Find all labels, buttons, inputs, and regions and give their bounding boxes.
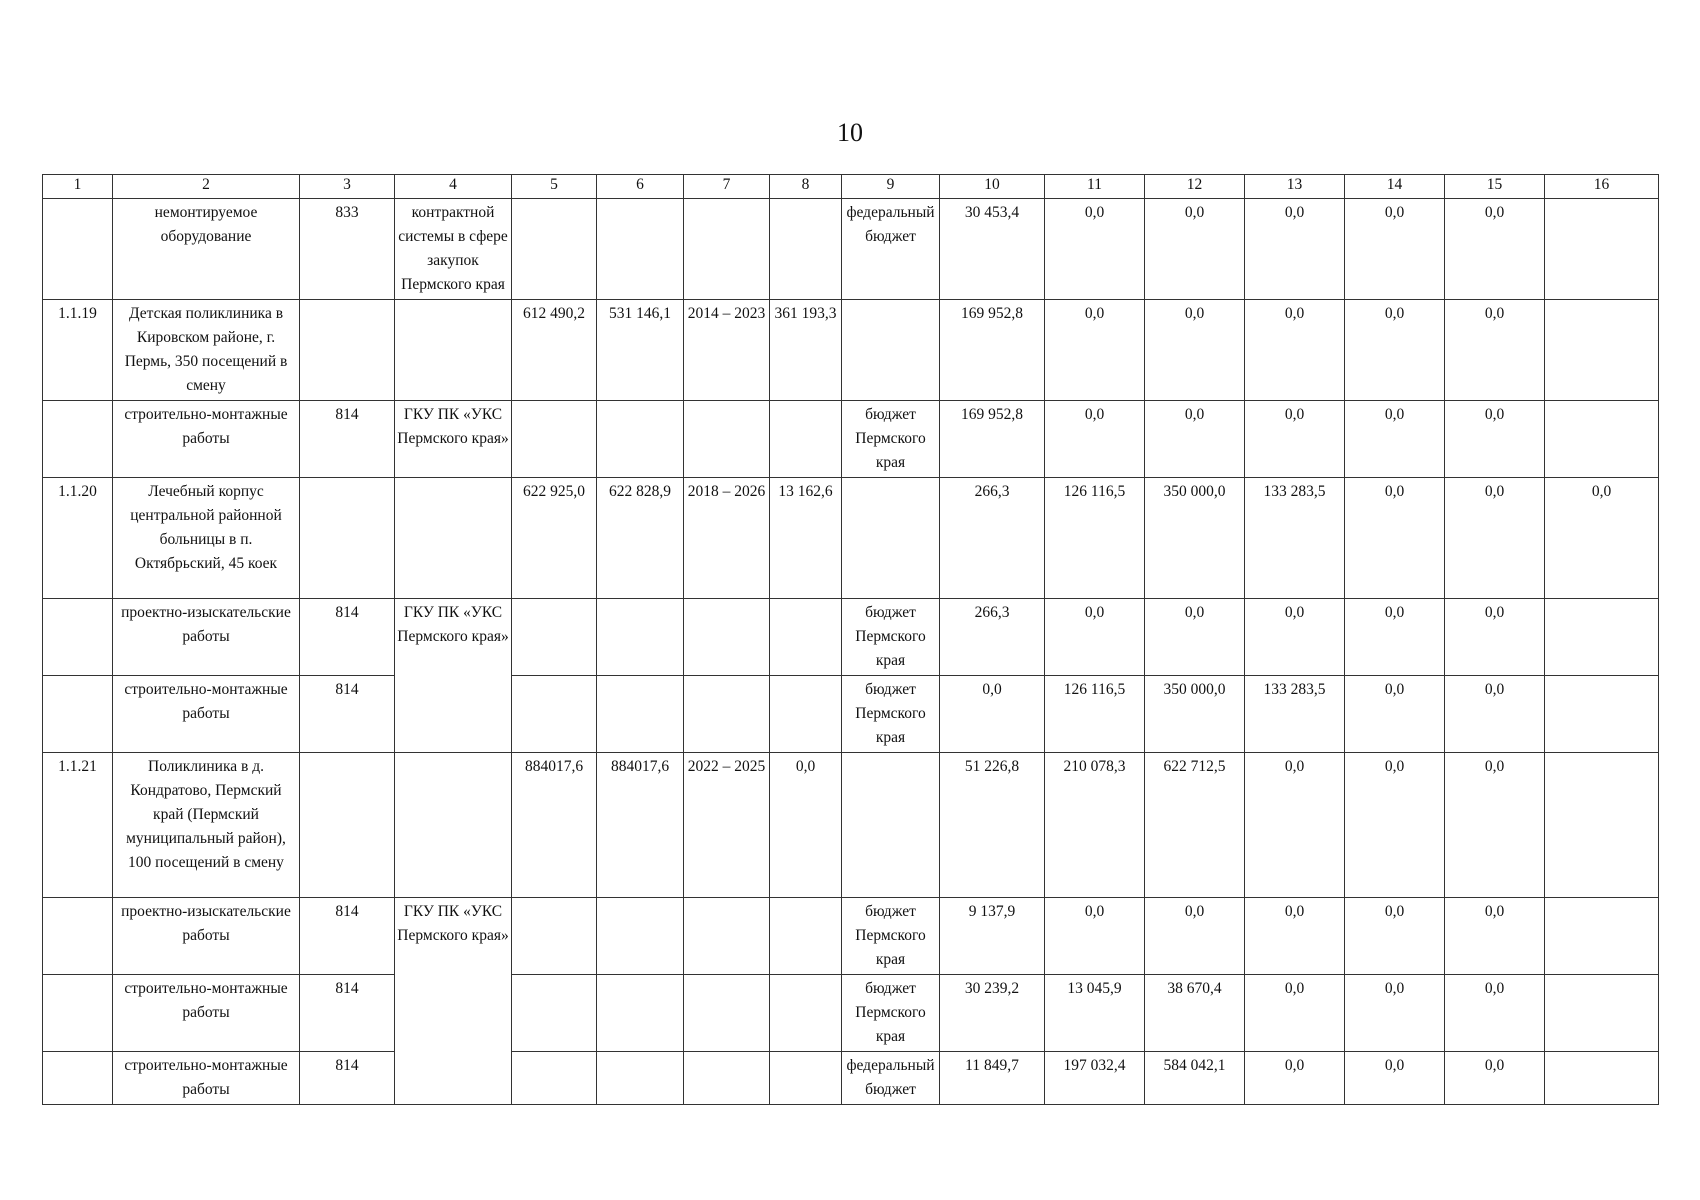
- table-cell: 266,3: [940, 599, 1045, 676]
- table-cell: федеральный бюджет: [842, 1052, 940, 1105]
- table-cell: [770, 676, 842, 753]
- table-cell: 1.1.19: [43, 300, 113, 401]
- table-cell: 1.1.20: [43, 478, 113, 599]
- table-cell: 0,0: [1445, 599, 1545, 676]
- table-cell: 13 162,6: [770, 478, 842, 599]
- table-cell: немонтируемое оборудование: [113, 199, 300, 300]
- table-cell: 814: [300, 975, 395, 1052]
- table-cell: [770, 599, 842, 676]
- table-cell: 0,0: [1345, 898, 1445, 975]
- header-cell: 13: [1245, 175, 1345, 199]
- table-cell: 612 490,2: [512, 300, 597, 401]
- table-cell: Поликлиника в д. Кондратово, Пермский край (Пермский муниципальный район), 100 посещений в смену: [113, 753, 300, 898]
- header-cell: 15: [1445, 175, 1545, 199]
- table-cell: [43, 1052, 113, 1105]
- table-cell: контрактной системы в сфере закупок Пермского края: [395, 199, 512, 300]
- table-cell: 2018 – 2026: [684, 478, 770, 599]
- table-cell: [684, 975, 770, 1052]
- table-cell: строительно-монтажные работы: [113, 1052, 300, 1105]
- table-cell: 197 032,4: [1045, 1052, 1145, 1105]
- table-cell: 169 952,8: [940, 401, 1045, 478]
- table-cell: бюджет Пермского края: [842, 401, 940, 478]
- table-cell: 350 000,0: [1145, 478, 1245, 599]
- table-cell: [1545, 898, 1659, 975]
- table-cell: строительно-монтажные работы: [113, 975, 300, 1052]
- table-cell: Детская поликлиника в Кировском районе, г. Пермь, 350 посещений в смену: [113, 300, 300, 401]
- table-cell: 133 283,5: [1245, 478, 1345, 599]
- table-cell: [684, 676, 770, 753]
- table-cell: [1545, 300, 1659, 401]
- table-cell: [512, 599, 597, 676]
- table-cell: 0,0: [1345, 401, 1445, 478]
- header-cell: 12: [1145, 175, 1245, 199]
- table-cell: [512, 676, 597, 753]
- table-cell: 0,0: [1445, 753, 1545, 898]
- table-cell: [43, 599, 113, 676]
- table-cell: 0,0: [1245, 599, 1345, 676]
- table-cell: [1545, 753, 1659, 898]
- table-row: [43, 1052, 1659, 1105]
- table-cell: 9 137,9: [940, 898, 1045, 975]
- table-cell: 0,0: [1145, 898, 1245, 975]
- table-cell: [597, 401, 684, 478]
- table-cell: 0,0: [1045, 898, 1145, 975]
- table-cell: 622 828,9: [597, 478, 684, 599]
- header-cell: 6: [597, 175, 684, 199]
- table-cell: [684, 599, 770, 676]
- table-cell: [597, 676, 684, 753]
- table-cell: [395, 300, 512, 401]
- table-cell: 0,0: [1245, 898, 1345, 975]
- table-cell: [43, 975, 113, 1052]
- table-cell: 0,0: [1445, 199, 1545, 300]
- header-cell: 7: [684, 175, 770, 199]
- table-cell: 622 712,5: [1145, 753, 1245, 898]
- table-cell: 0,0: [940, 676, 1045, 753]
- table-cell: 622 925,0: [512, 478, 597, 599]
- table-cell: [300, 753, 395, 898]
- table-cell: 0,0: [1345, 753, 1445, 898]
- table-cell: ГКУ ПК «УКС Пермского края»: [395, 898, 512, 1105]
- table-cell: 0,0: [1545, 478, 1659, 599]
- table-cell: 0,0: [1345, 599, 1445, 676]
- table-cell: 0,0: [1445, 478, 1545, 599]
- table-cell: [770, 975, 842, 1052]
- header-cell: 3: [300, 175, 395, 199]
- table-cell: 11 849,7: [940, 1052, 1045, 1105]
- table-cell: 0,0: [1445, 300, 1545, 401]
- table-cell: [597, 199, 684, 300]
- table-cell: бюджет Пермского края: [842, 975, 940, 1052]
- table-cell: проектно-изыскательские работы: [113, 898, 300, 975]
- table-cell: [597, 975, 684, 1052]
- header-cell: 4: [395, 175, 512, 199]
- table-cell: 0,0: [1445, 676, 1545, 753]
- table-row: [43, 975, 1659, 1052]
- table-cell: 0,0: [1245, 753, 1345, 898]
- table-cell: [395, 753, 512, 898]
- table-cell: [1545, 199, 1659, 300]
- table-cell: 0,0: [1345, 975, 1445, 1052]
- header-cell: 16: [1545, 175, 1659, 199]
- table-cell: 0,0: [1045, 599, 1145, 676]
- table-header-row: [43, 175, 1659, 199]
- table-cell: строительно-монтажные работы: [113, 401, 300, 478]
- table-cell: [684, 1052, 770, 1105]
- table-cell: [395, 478, 512, 599]
- table-cell: Лечебный корпус центральной районной больницы в п. Октябрьский, 45 коек: [113, 478, 300, 599]
- table-cell: 0,0: [1245, 975, 1345, 1052]
- table-cell: 0,0: [1345, 300, 1445, 401]
- table-cell: [43, 676, 113, 753]
- table-cell: 0,0: [1245, 199, 1345, 300]
- header-cell: 9: [842, 175, 940, 199]
- table-cell: 126 116,5: [1045, 676, 1145, 753]
- table-cell: [1545, 599, 1659, 676]
- header-cell: 8: [770, 175, 842, 199]
- table-cell: [842, 300, 940, 401]
- table-cell: [842, 753, 940, 898]
- table-cell: 0,0: [1145, 300, 1245, 401]
- table-cell: [684, 898, 770, 975]
- table-cell: [300, 478, 395, 599]
- table-cell: [842, 478, 940, 599]
- table-cell: 0,0: [1345, 676, 1445, 753]
- table-cell: 531 146,1: [597, 300, 684, 401]
- table-cell: 0,0: [1245, 1052, 1345, 1105]
- table-cell: [512, 401, 597, 478]
- table-cell: 51 226,8: [940, 753, 1045, 898]
- table-cell: [512, 1052, 597, 1105]
- table-cell: 30 239,2: [940, 975, 1045, 1052]
- table-cell: 133 283,5: [1245, 676, 1345, 753]
- table-cell: 30 453,4: [940, 199, 1045, 300]
- table-cell: [770, 401, 842, 478]
- header-cell: 14: [1345, 175, 1445, 199]
- header-cell: 10: [940, 175, 1045, 199]
- table-cell: 38 670,4: [1145, 975, 1245, 1052]
- table-cell: проектно-изыскательские работы: [113, 599, 300, 676]
- table-cell: [597, 599, 684, 676]
- table-cell: 210 078,3: [1045, 753, 1145, 898]
- table-cell: 2022 – 2025: [684, 753, 770, 898]
- table-row: [43, 478, 1659, 599]
- table-cell: 814: [300, 401, 395, 478]
- table-cell: 0,0: [1345, 478, 1445, 599]
- page-number: 10: [837, 118, 863, 147]
- table-cell: [512, 975, 597, 1052]
- table-cell: [1545, 975, 1659, 1052]
- table-row: [43, 676, 1659, 753]
- table-row: [43, 199, 1659, 300]
- table-cell: 0,0: [1145, 401, 1245, 478]
- table-cell: бюджет Пермского края: [842, 898, 940, 975]
- table-cell: [684, 199, 770, 300]
- table-cell: 884017,6: [512, 753, 597, 898]
- table-cell: 814: [300, 599, 395, 676]
- table-cell: 814: [300, 676, 395, 753]
- table-cell: [597, 1052, 684, 1105]
- table-cell: 0,0: [1345, 1052, 1445, 1105]
- table-cell: бюджет Пермского края: [842, 676, 940, 753]
- table-cell: 0,0: [1445, 401, 1545, 478]
- table-cell: [512, 199, 597, 300]
- table-cell: федеральный бюджет: [842, 199, 940, 300]
- table-cell: [1545, 1052, 1659, 1105]
- table-cell: 2014 – 2023: [684, 300, 770, 401]
- table-cell: 0,0: [1445, 1052, 1545, 1105]
- table-cell: 13 045,9: [1045, 975, 1145, 1052]
- header-cell: 11: [1045, 175, 1145, 199]
- table-cell: 361 193,3: [770, 300, 842, 401]
- table-cell: 833: [300, 199, 395, 300]
- table-cell: [512, 898, 597, 975]
- table-cell: бюджет Пермского края: [842, 599, 940, 676]
- table-cell: ГКУ ПК «УКС Пермского края»: [395, 401, 512, 478]
- table-cell: строительно-монтажные работы: [113, 676, 300, 753]
- table-cell: ГКУ ПК «УКС Пермского края»: [395, 599, 512, 753]
- table-cell: [43, 401, 113, 478]
- table-cell: 350 000,0: [1145, 676, 1245, 753]
- header-cell: 1: [43, 175, 113, 199]
- table-cell: 0,0: [1045, 300, 1145, 401]
- table-cell: 1.1.21: [43, 753, 113, 898]
- table-cell: [597, 898, 684, 975]
- table-cell: 0,0: [1145, 199, 1245, 300]
- table-row: [43, 753, 1659, 898]
- table-cell: 584 042,1: [1145, 1052, 1245, 1105]
- table-row: [43, 898, 1659, 975]
- table-cell: 126 116,5: [1045, 478, 1145, 599]
- table-cell: 169 952,8: [940, 300, 1045, 401]
- table-cell: 0,0: [770, 753, 842, 898]
- table-cell: 0,0: [1445, 898, 1545, 975]
- budget-table: [42, 174, 1659, 1105]
- table-cell: 814: [300, 1052, 395, 1105]
- table-cell: [770, 1052, 842, 1105]
- table-cell: 0,0: [1045, 401, 1145, 478]
- table-cell: 0,0: [1245, 300, 1345, 401]
- table-cell: [684, 401, 770, 478]
- table-cell: 266,3: [940, 478, 1045, 599]
- table-cell: [300, 300, 395, 401]
- table-row: [43, 401, 1659, 478]
- table-cell: 0,0: [1245, 401, 1345, 478]
- table-cell: [1545, 401, 1659, 478]
- table-cell: 0,0: [1145, 599, 1245, 676]
- table-row: [43, 599, 1659, 676]
- table-cell: [43, 199, 113, 300]
- header-cell: 2: [113, 175, 300, 199]
- table-cell: 814: [300, 898, 395, 975]
- table-cell: [43, 898, 113, 975]
- table-cell: 0,0: [1445, 975, 1545, 1052]
- table-cell: [1545, 676, 1659, 753]
- table-cell: 0,0: [1345, 199, 1445, 300]
- table-cell: [770, 898, 842, 975]
- table-cell: 884017,6: [597, 753, 684, 898]
- table-cell: [770, 199, 842, 300]
- header-cell: 5: [512, 175, 597, 199]
- table-row: [43, 300, 1659, 401]
- table-cell: 0,0: [1045, 199, 1145, 300]
